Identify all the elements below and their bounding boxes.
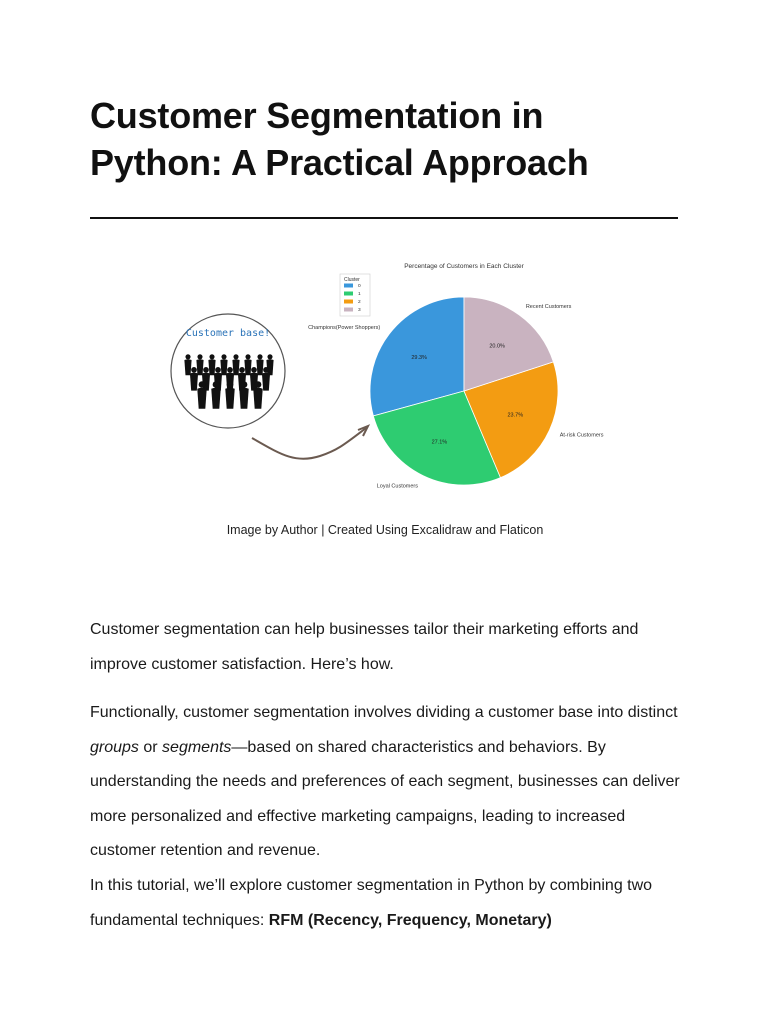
paragraph-intro: Customer segmentation can help businesses tailor their marketing efforts and improve customer satisfaction. Here’s how.: [90, 621, 639, 673]
person-icon-head: [241, 381, 248, 388]
emphasis-groups: groups: [90, 738, 139, 756]
chart-legend: [340, 274, 370, 316]
customer-bubble-label: Customer base!: [185, 328, 271, 339]
legend-label-0: 0: [358, 284, 361, 289]
pie-pct-label-3: 20.0%: [489, 343, 505, 350]
person-icon-head: [255, 381, 262, 388]
legend-swatch-2: [344, 300, 353, 304]
person-icon-head: [227, 367, 233, 373]
person-icon-head: [239, 367, 245, 373]
arrow-icon: [252, 428, 366, 459]
person-icon-body: [253, 388, 262, 409]
person-icon-head: [213, 381, 220, 388]
person-icon-head: [203, 367, 209, 373]
pie-category-label-0: Champions(Power Shoppers): [308, 325, 381, 332]
figure-svg: [170, 244, 610, 504]
person-icon-head: [215, 367, 221, 373]
person-icon-body: [225, 388, 234, 409]
image-caption: Image by Author | Created Using Excalidraw and Flaticon: [226, 523, 544, 537]
pie-category-label-2: At-risk Customers: [559, 432, 604, 439]
person-icon-head: [257, 354, 262, 359]
person-icon-body: [197, 388, 206, 409]
person-icon-head: [221, 354, 226, 359]
person-icon-head: [233, 354, 238, 359]
emphasis-segments: segments: [162, 738, 232, 756]
person-icon-body: [196, 359, 203, 375]
person-icon-head: [185, 354, 190, 359]
person-icon-body: [184, 359, 191, 375]
pie-category-label-1: Loyal Customers: [376, 483, 419, 490]
title-divider: [90, 217, 678, 219]
person-icon-body: [232, 359, 239, 375]
hero-figure: [170, 244, 610, 504]
pie-category-label-3: Recent Customers: [525, 303, 572, 310]
legend-label-2: 2: [358, 300, 361, 305]
person-icon-head: [251, 367, 257, 373]
chart-title: Percentage of Customers in Each Cluster: [404, 263, 524, 270]
person-icon-head: [191, 367, 197, 373]
legend-label-1: 1: [358, 292, 361, 297]
legend-swatch-1: [344, 292, 353, 296]
text-run: or: [138, 738, 163, 756]
person-icon-body: [190, 373, 198, 391]
legend-title: Cluster: [344, 277, 360, 283]
person-icon-head: [245, 354, 250, 359]
text-run: Functionally, customer segmentation involves dividing a customer base into distinct: [90, 704, 678, 721]
paragraph-definition: [90, 696, 690, 869]
text-run: In this tutorial, we’ll explore customer segmentation in Python by combining two fundamental techniques:: [90, 877, 653, 929]
person-icon-body: [220, 359, 227, 375]
person-icon-body: [262, 373, 270, 391]
person-icon-head: [199, 381, 206, 388]
person-icon-head: [267, 354, 272, 359]
paragraph-tutorial: [90, 869, 690, 938]
person-icon-body: [239, 388, 248, 409]
article-title: Customer Segmentation in Python: A Practical Approach: [90, 95, 589, 183]
person-icon-body: [208, 359, 215, 375]
legend-swatch-0: [344, 284, 353, 288]
pie-pct-label-2: 23.7%: [507, 412, 524, 419]
person-icon-head: [227, 381, 234, 388]
pie-pct-label-0: 29.3%: [411, 354, 427, 361]
pie-pct-label-1: 27.1%: [431, 439, 448, 446]
bold-rfm: RFM (Recency, Frequency, Monetary): [268, 911, 552, 929]
pie-chart: [370, 297, 558, 485]
person-icon-body: [244, 359, 251, 375]
person-icon-head: [197, 354, 202, 359]
text-run: —based on shared characteristics and behaviors. By understanding the needs and preferences of each segment, businesses can deliver more personalized and effective marketing campaigns, leading to increased customer retention and revenue.: [90, 738, 680, 859]
person-icon-body: [211, 388, 220, 409]
legend-swatch-3: [344, 308, 353, 312]
legend-label-3: 3: [358, 308, 361, 313]
person-icon-head: [209, 354, 214, 359]
person-icon-body: [256, 359, 263, 375]
person-icon-head: [263, 367, 269, 373]
customer-base-illustration: [171, 314, 285, 428]
